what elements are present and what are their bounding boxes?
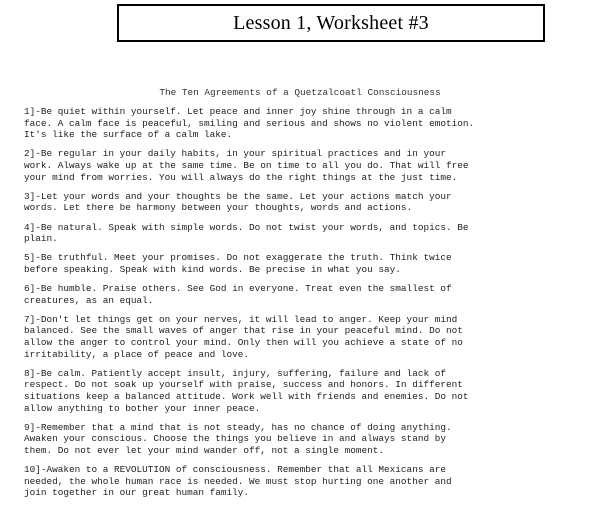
agreement-6 — [24, 283, 594, 306]
agreement-8 — [24, 368, 594, 414]
agreement-line: allow anything to bother your inner peace. — [24, 402, 261, 414]
agreement-line: needed, the whole human race is needed. We must stop hurting one another and — [24, 475, 452, 487]
agreement-line: irritability, a place of peace and love. — [24, 348, 250, 360]
agreement-line: plain. — [24, 233, 58, 245]
agreement-5 — [24, 252, 594, 275]
agreement-line: 3]-Let your words and your thoughts be the same. Let your actions match your — [24, 190, 452, 202]
agreement-line: 5]-Be truthful. Meet your promises. Do not exaggerate the truth. Think twice — [24, 252, 452, 264]
agreement-line: Awaken your conscious. Choose the things you believe in and always stand by — [24, 433, 446, 445]
agreement-line: 9]-Remember that a mind that is not steady, has no chance of doing anything. — [24, 421, 452, 433]
agreement-line: creatures, as an equal. — [24, 294, 154, 306]
agreement-4 — [24, 222, 594, 245]
agreement-line: words. Let there be harmony between your thoughts, words and actions. — [24, 202, 413, 214]
agreement-line: respect. Do not soak up yourself with praise, success and honors. In different — [24, 379, 463, 391]
agreement-line: face. A calm face is peaceful, smiling and serious and shows no violent emotion. — [24, 117, 475, 129]
agreement-line: 8]-Be calm. Patiently accept insult, injury, suffering, failure and lack of — [24, 367, 446, 379]
agreements-list — [24, 106, 594, 507]
worksheet-title-box — [117, 4, 545, 42]
agreement-line: 2]-Be regular in your daily habits, in your spiritual practices and in your — [24, 148, 446, 160]
agreement-line: work. Always wake up at the same time. Be on time to all you do. That will free — [24, 159, 469, 171]
agreement-line: 1]-Be quiet within yourself. Let peace and inner joy shine through in a calm — [24, 106, 452, 117]
agreement-line: 7]-Don't let things get on your nerves, it will lead to anger. Keep your mind — [24, 313, 458, 325]
agreement-line: your mind from worries. You will always do the right things at the just time. — [24, 171, 458, 183]
agreement-line: balanced. See the small waves of anger that rise in your peaceful mind. Do not — [24, 325, 463, 337]
agreement-line: situations keep a balanced attitude. Work well with friends and enemies. Do not — [24, 391, 469, 403]
agreement-line: 4]-Be natural. Speak with simple words. Do not twist your words, and topics. Be — [24, 221, 469, 233]
agreement-line: allow the anger to control your mind. Only then will you achieve a state of no — [24, 337, 463, 349]
agreement-line: 10]-Awaken to a REVOLUTION of consciousness. Remember that all Mexicans are — [24, 464, 446, 476]
page-title: Lesson 1, Worksheet #3 — [233, 11, 429, 34]
agreement-9 — [24, 422, 594, 457]
agreement-line: It's like the surface of a calm lake. — [24, 129, 233, 141]
agreement-line: 6]-Be humble. Praise others. See God in everyone. Treat even the smallest of — [24, 283, 452, 295]
agreement-line: join together in our great human family. — [24, 487, 250, 499]
document-subtitle: The Ten Agreements of a Quetzalcoatl Consciousness — [159, 87, 441, 98]
agreement-7 — [24, 314, 594, 360]
agreement-10 — [24, 464, 594, 499]
agreement-3 — [24, 191, 594, 214]
agreement-1 — [24, 106, 594, 141]
agreement-line: before speaking. Speak with kind words. Be precise in what you say. — [24, 263, 401, 275]
agreement-line: them. Do not ever let your mind wander off, not a single moment. — [24, 445, 385, 456]
agreement-2 — [24, 148, 594, 183]
